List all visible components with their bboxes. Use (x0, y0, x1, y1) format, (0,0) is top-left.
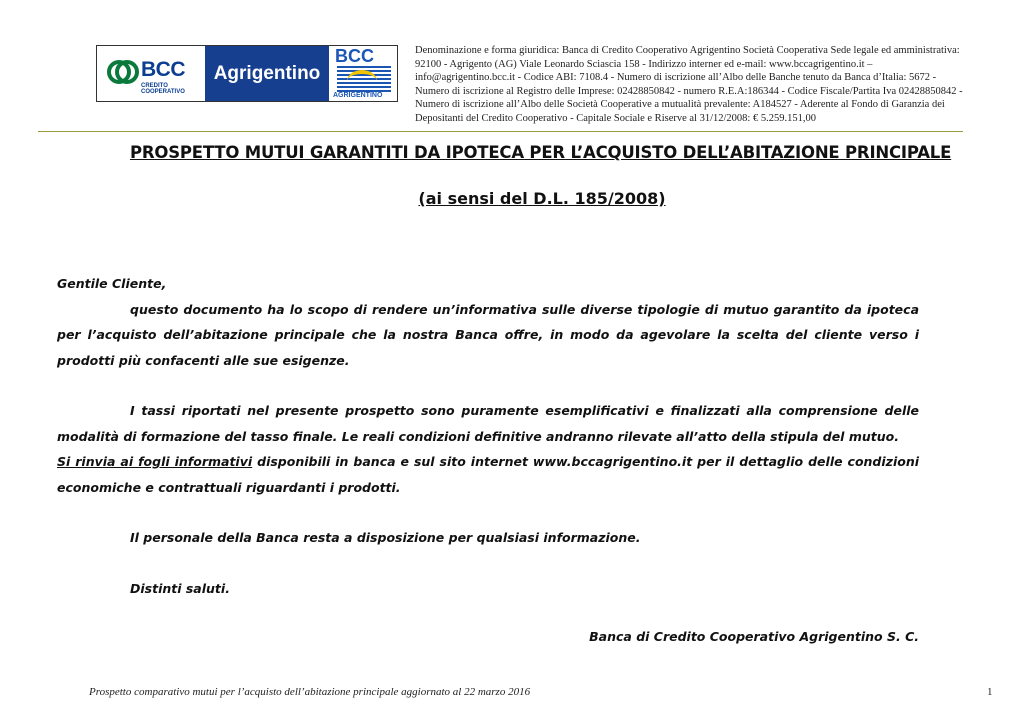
bcc-ring-icon-2 (115, 60, 139, 84)
letter-closing (57, 576, 919, 602)
denomination-line: 92100 - Agrigento (AG) Viale Leonardo Sciascia 158 - Indirizzo interner ed e-mail: www.bccagrigentino.it – (415, 58, 873, 70)
info-sheets-text: disponibili in banca e sul sito internet www.bccagrigentino.it per il dettaglio delle condizioni economiche e contrattuali riguardanti i prodotti. (57, 454, 920, 495)
letter-body-rates (57, 398, 919, 500)
closing: Distinti saluti. (130, 581, 230, 596)
denomination-line: Numero di iscrizione al Registro delle Imprese: 02428850842 - numero R.E.A:186344 - Codice Fiscale/Partita Iva 02428850842 - (415, 85, 963, 97)
agrigentino-logo-text: Agrigentino (205, 46, 329, 101)
bcc-logo-subtext: CREDITO COOPERATIVO (141, 83, 185, 95)
paragraph-info-sheets (57, 449, 919, 500)
greeting: Gentile Cliente, (57, 276, 167, 291)
denomination-line: Depositanti del Credito Cooperativo - Capitale Sociale e Riserve al 31/12/2008: € 5.259.151,00 (415, 112, 816, 124)
signature: Banca di Credito Cooperativo Agrigentino S. C. (589, 629, 919, 644)
info-sheets-link[interactable]: Si rinvia ai fogli informativi (57, 454, 253, 469)
paragraph-rates: I tassi riportati nel presente prospetto sono puramente esemplificativi e finalizzati alla comprensione delle modalità di formazione del tasso finale. Le reali condizioni definitive andranno rilevate all’atto della stipula del mutuo. (57, 403, 919, 444)
bcc-logo-text: BCC (141, 58, 185, 81)
document-title: PROSPETTO MUTUI GARANTITI DA IPOTECA PER L’ACQUISTO DELL’ABITAZIONE PRINCIPALE (130, 143, 952, 162)
page-number: 1 (987, 686, 993, 698)
paragraph-staff: Il personale della Banca resta a disposizione per qualsiasi informazione. (130, 530, 641, 545)
letter-body-staff (57, 525, 919, 551)
document-subtitle: (ai sensi del D.L. 185/2008) (418, 189, 666, 208)
footer-text: Prospetto comparativo mutui per l’acquisto dell’abitazione principale aggiornato al 22 marzo 2016 (89, 686, 531, 698)
bcc-logo (97, 46, 205, 101)
denomination-line: info@agrigentino.bcc.it - Codice ABI: 7108.4 - Numero di iscrizione all’Albo delle Banche tenuto da Banca d’Italia: 5672 - (415, 72, 937, 83)
header-divider (38, 131, 963, 132)
paragraph-intro: questo documento ha lo scopo di rendere un’informativa sulle diverse tipologie di mutuo garantito da ipoteca per l’acquisto dell’abitazione principale che la nostra Banca offre, in modo da agevolare la scelta del cliente verso i prodotti più confacenti alle sue esigenze. (57, 301, 919, 368)
emblem-label: AGRIGENTINO (333, 92, 383, 99)
legal-denomination (415, 44, 995, 125)
bcc-emblem (329, 46, 397, 101)
letter-body (57, 271, 919, 373)
denomination-line: Numero di iscrizione all’Albo delle Società Cooperative a mutualità prevalente: A184527 - Aderente al Fondo di Garanzia dei (415, 99, 945, 110)
bank-logo (96, 45, 398, 102)
emblem-text: BCC (335, 46, 374, 66)
denomination-line: Denominazione e forma giuridica: Banca di Credito Cooperativo Agrigentino Società Cooperativa Sede legale ed amministrativa: (415, 45, 960, 56)
emblem-swoosh-icon (347, 70, 377, 92)
